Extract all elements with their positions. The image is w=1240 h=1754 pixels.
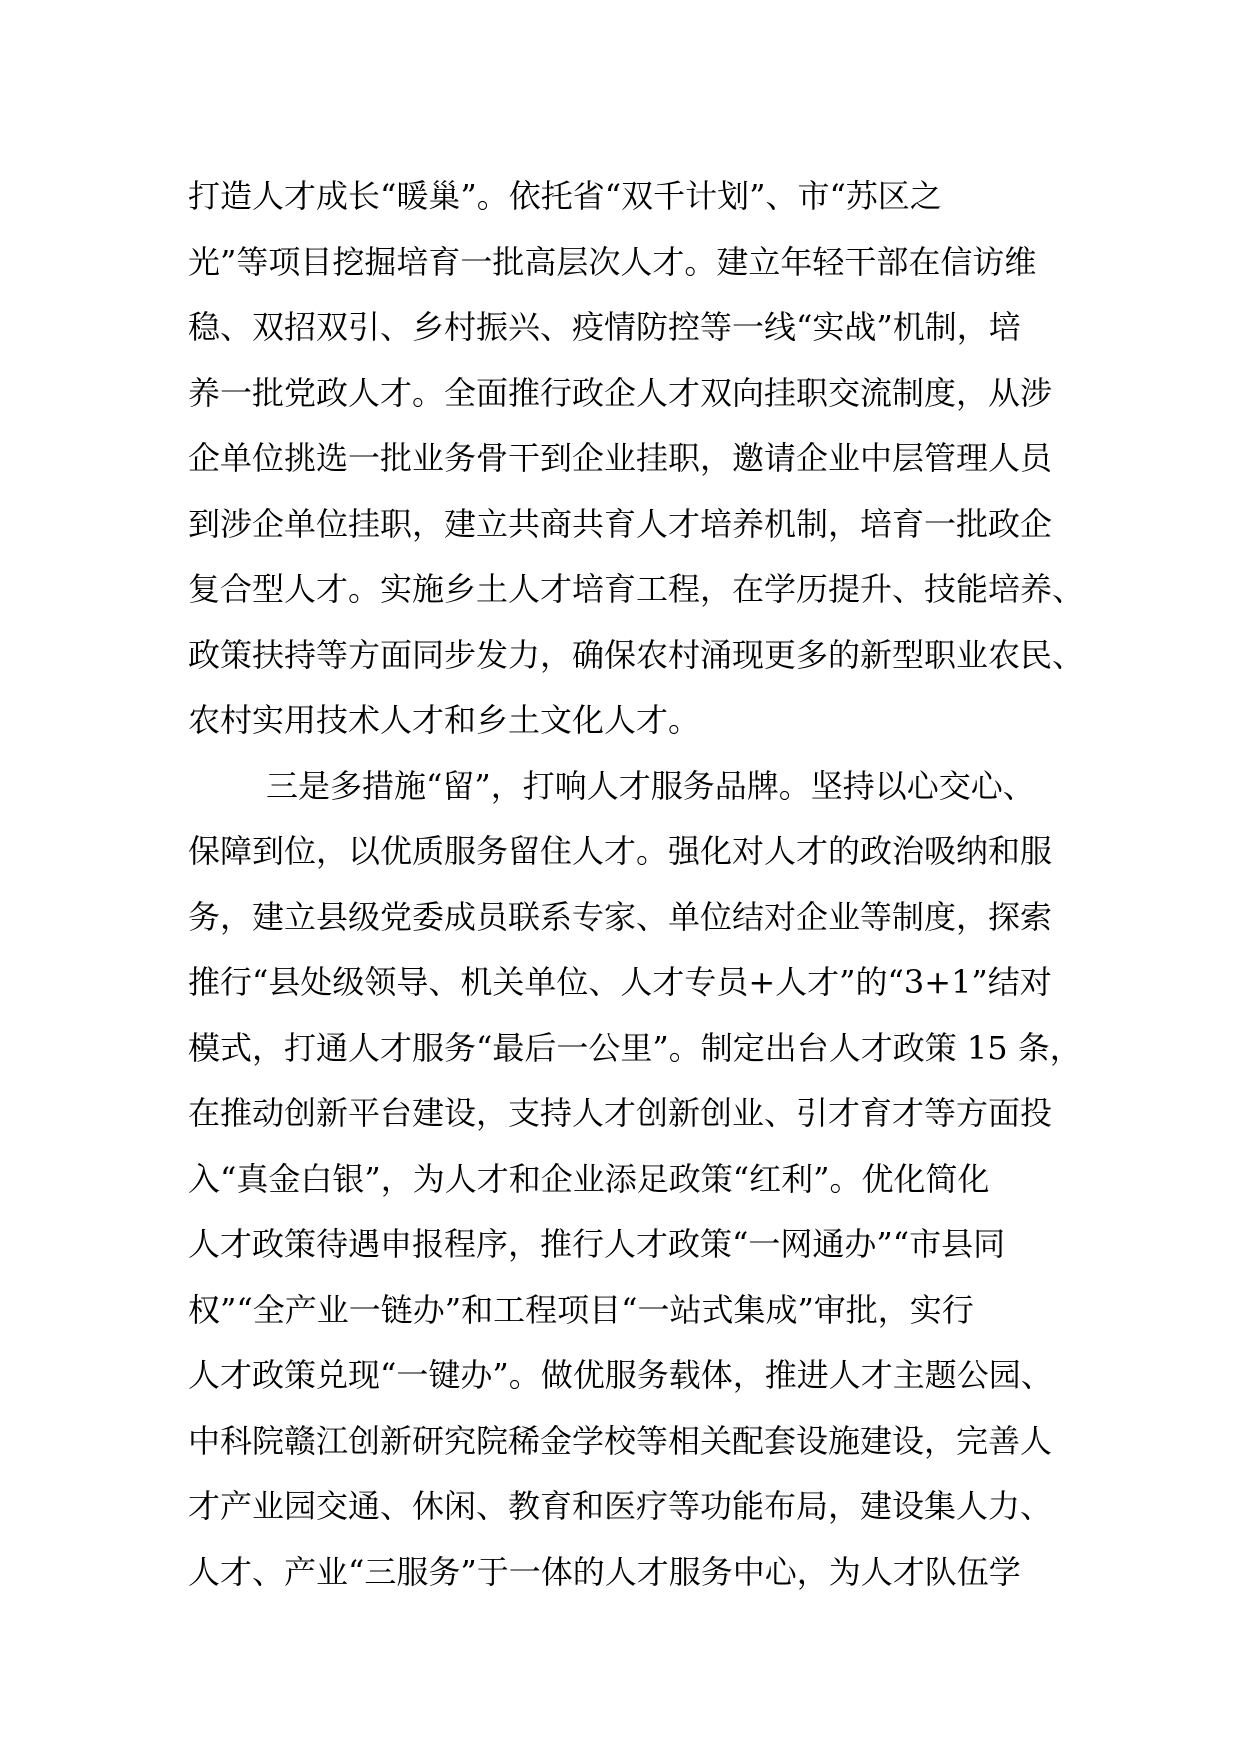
text-line: 人才政策兑现“一键办”。做优服务载体，推进人才主题公园、: [188, 1356, 1053, 1394]
paragraph-first-line: 三是多措施“留”，打响人才服务品牌。坚持以心交心、: [266, 766, 1035, 805]
text-line: 才产业园交通、休闲、教育和医疗等功能布局，建设集人力、: [188, 1487, 1053, 1525]
text-line: 光”等项目挖掘培育一批高层次人才。建立年轻干部在信访维: [188, 242, 1037, 281]
text-line: 农村实用技术人才和乡土文化人才。: [188, 701, 701, 739]
text-line: 中科院赣江创新研究院稀金学校等相关配套设施建设，完善人: [188, 1421, 1053, 1460]
text-line: 到涉企单位挂职，建立共商共育人才培养机制，培育一批政企: [188, 504, 1053, 543]
text-line: 打造人才成长“暖巢”。依托省“双千计划”、市“苏区之: [188, 177, 942, 215]
text-line: 入“真金白银”，为人才和企业添足政策“红利”。优化简化: [188, 1159, 990, 1198]
text-line: 人才政策待遇申报程序，推行人才政策“一网通办”“市县同: [188, 1225, 1006, 1263]
text-line: 保障到位，以优质服务留住人才。强化对人才的政治吸纳和服: [188, 832, 1053, 870]
text-line: 复合型人才。实施乡土人才培育工程，在学历提升、技能培养、: [188, 570, 1085, 608]
text-line: 稳、双招双引、乡村振兴、疫情防控等一线“实战”机制，培: [188, 308, 1021, 346]
text-line: 企单位挑选一批业务骨干到企业挂职，邀请企业中层管理人员: [188, 439, 1053, 477]
text-line: 养一批党政人才。全面推行政企人才双向挂职交流制度，从涉: [188, 373, 1053, 412]
text-line: 政策扶持等方面同步发力，确保农村涌现更多的新型职业农民、: [188, 635, 1085, 674]
text-line: 务，建立县级党委成员联系专家、单位结对企业等制度，探索: [188, 897, 1053, 936]
body-text: [188, 164, 1088, 1605]
text-line: 推行“县处级领导、机关单位、人才专员+人才”的“3+1”结对: [188, 963, 1052, 1001]
text-line: 权”“全产业一链办”和工程项目“一站式集成”审批，实行: [188, 1290, 974, 1329]
text-line: 人才、产业“三服务”于一体的人才服务中心，为人才队伍学: [188, 1552, 1021, 1591]
text-line: 在推动创新平台建设，支持人才创新创业、引才育才等方面投: [188, 1094, 1053, 1132]
text-line: 模式，打通人才服务“最后一公里”。制定出台人才政策 15 条，: [188, 1028, 1082, 1067]
